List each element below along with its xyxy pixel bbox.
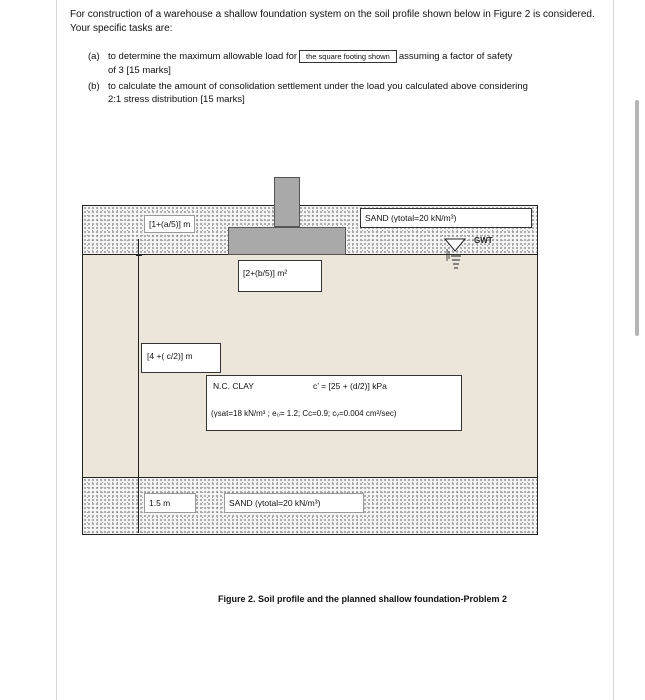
clay-properties-box bbox=[206, 375, 462, 431]
clay-thickness-label: [4 +( c/2)] m bbox=[141, 343, 221, 373]
dimension-tick bbox=[136, 255, 142, 256]
sand-bottom-label: SAND (γtotal=20 kN/m³) bbox=[224, 493, 364, 513]
scrollbar[interactable] bbox=[635, 100, 639, 336]
footing-column bbox=[274, 177, 300, 227]
clay-name: N.C. CLAY bbox=[213, 381, 254, 391]
intro-paragraph: For construction of a warehouse a shallow foundation system on the soil profile shown below in Figure 2 is considered. Your specific tasks are: bbox=[70, 9, 595, 34]
sand-bottom-thickness: 1.5 m bbox=[144, 493, 196, 513]
task-b-label: (b) bbox=[88, 81, 100, 92]
footing-type-box: the square footing shown bbox=[299, 50, 397, 63]
clay-cohesion: c’ = [25 + (d/2)] kPa bbox=[313, 381, 387, 391]
dimension-line-vertical bbox=[138, 239, 139, 533]
clay-props: (γsat=18 kN/m³ ; e₀= 1.2; Cc=0.9; cᵥ=0.004 cm²/sec) bbox=[211, 409, 397, 418]
depth-label: [1+(a/5)] m bbox=[144, 215, 195, 233]
figure-caption bbox=[218, 594, 507, 604]
soil-profile-figure bbox=[82, 203, 538, 537]
square-footing bbox=[228, 227, 346, 255]
task-a-line1 bbox=[108, 50, 512, 63]
gwt-label: GWT bbox=[474, 236, 493, 245]
task-a-text-after: assuming a factor of safety bbox=[398, 51, 513, 62]
dimension-tick bbox=[136, 477, 142, 478]
task-a-line2: of 3 [15 marks] bbox=[108, 65, 171, 76]
task-b-line2: 2:1 stress distribution [15 marks] bbox=[108, 94, 245, 105]
sand-top-label: SAND (γtotal=20 kN/m³) bbox=[360, 208, 532, 228]
task-a-label: (a) bbox=[88, 51, 100, 62]
task-b-text: to calculate the amount of consolidation settlement under the load you calculated above considering bbox=[108, 81, 528, 92]
caption-text: Figure 2. Soil profile and the planned shallow foundation-Problem 2 bbox=[218, 594, 508, 604]
footing-area-label: [2+(b/5)] m² bbox=[238, 260, 322, 292]
task-a-text: to determine the maximum allowable load for bbox=[108, 51, 298, 62]
